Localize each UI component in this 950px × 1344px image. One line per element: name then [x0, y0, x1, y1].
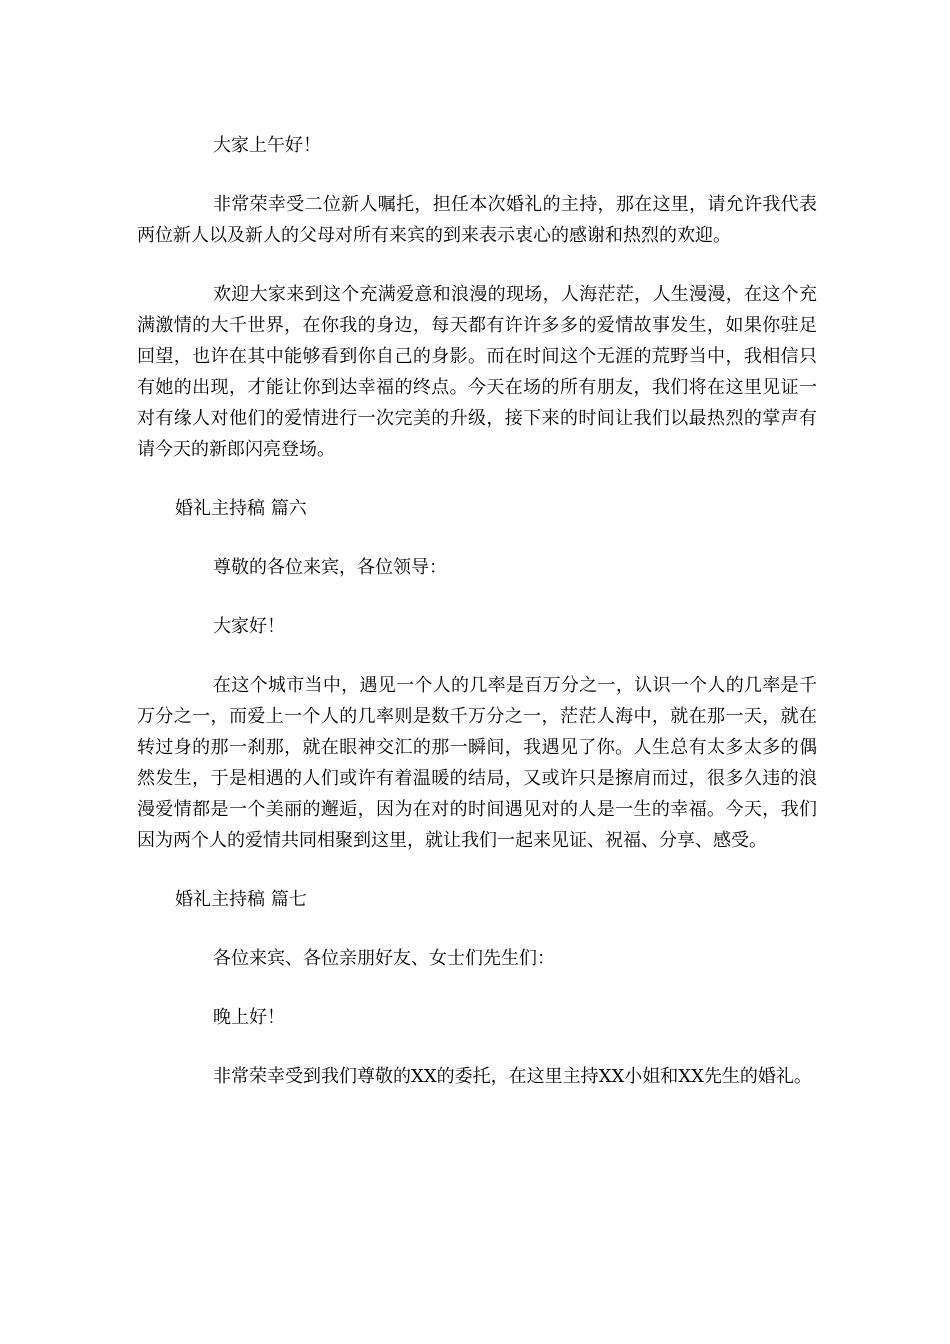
paragraph-greeting-hello: 大家好！ [213, 616, 285, 637]
paragraph-honor: 非常荣幸受到我们尊敬的XX的委托，在这里主持XX小姐和XX先生的婚礼。 [213, 1066, 812, 1087]
paragraph-thanks: 非常荣幸受二位新人嘱托，担任本次婚礼的主持，那在这里，请允许我代表两位新人以及新人的父母对所有来宾的到来表示衷心的感谢和热烈的欢迎。 [137, 194, 817, 246]
document-page [137, 130, 817, 1092]
paragraph-welcome: 欢迎大家来到这个充满爱意和浪漫的现场，人海茫茫，人生漫漫，在这个充满激情的大千世界，在你我的身边，每天都有许许多多的爱情故事发生，如果你驻足回望，也许在其中能够看到你自己的身影。而在时间这个无涯的荒野当中，我相信只有她的出现，才能让你到达幸福的终点。今天在场的所有朋友，我们将在这里见证一对有缘人对他们的爱情进行一次完美的升级，接下来的时间让我们以最热烈的掌声有请今天的新郎闪亮登场。 [137, 284, 817, 460]
paragraph-salutation: 尊敬的各位来宾，各位领导： [213, 557, 447, 578]
paragraph-greeting-morning: 大家上午好！ [213, 135, 321, 156]
paragraph-encounter: 在这个城市当中，遇见一个人的几率是百万分之一，认识一个人的几率是千万分之一，而爱上一个人的几率则是数千万分之一，茫茫人海中，就在那一天，就在转过身的那一刹那，就在眼神交汇的那一瞬间，我遇见了你。人生总有太多太多的偶然发生，于是相遇的人们或许有着温暖的结局，又或许只是擦肩而过，很多久违的浪漫爱情都是一个美丽的邂逅，因为在对的时间遇见对的人是一生的幸福。今天，我们因为两个人的爱情共同相聚到这里，就让我们一起来见证、祝福、分享、感受。 [137, 675, 817, 851]
section-heading-seven: 婚礼主持稿 篇七 [175, 889, 307, 910]
paragraph-greeting-evening: 晚上好！ [213, 1007, 285, 1028]
paragraph-salutation-guests: 各位来宾、各位亲朋好友、女士们先生们： [213, 948, 555, 969]
section-heading-six: 婚礼主持稿 篇六 [175, 498, 307, 519]
